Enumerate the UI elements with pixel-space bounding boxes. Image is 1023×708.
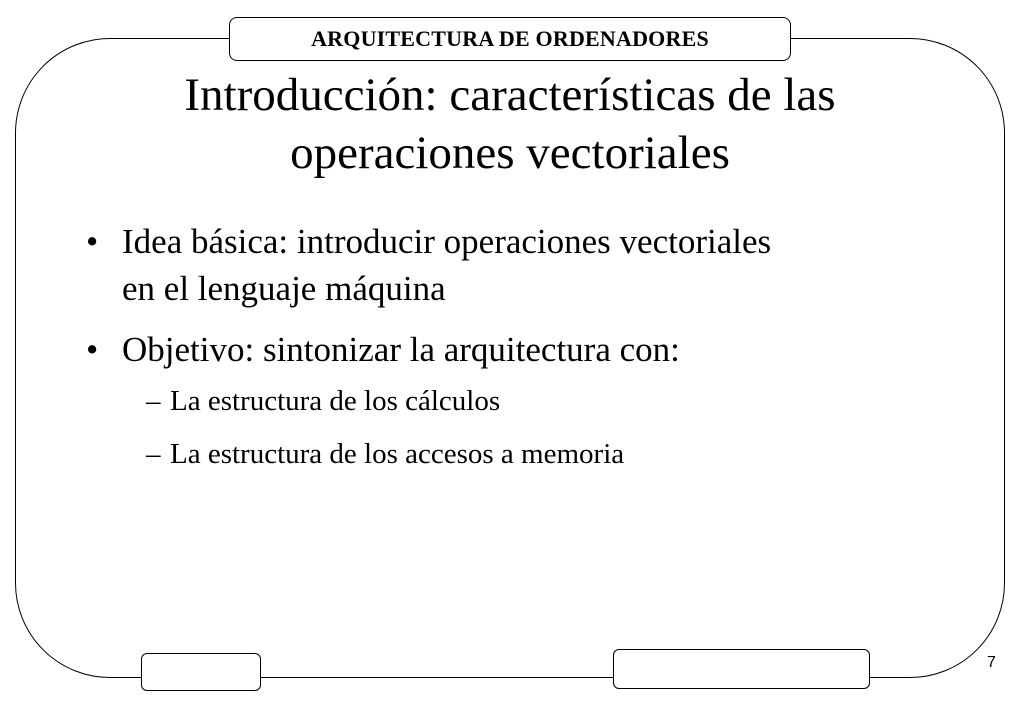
bullet-item — [86, 218, 946, 312]
bullet-marker-icon: • — [86, 222, 99, 261]
course-header — [229, 17, 791, 61]
slide-title — [60, 66, 960, 182]
course-header-label: ARQUITECTURA DE ORDENADORES — [311, 26, 709, 51]
sub-bullet-list — [122, 379, 946, 476]
footer-box-right — [613, 649, 870, 689]
page-number: 7 — [987, 654, 996, 671]
bullet-text-line-2: en el lenguaje máquina — [122, 269, 446, 308]
dash-marker-icon: – — [146, 438, 161, 470]
sub-bullet-item — [130, 379, 946, 423]
sub-bullet-text: La estructura de los cálculos — [170, 385, 501, 417]
sub-bullet-text: La estructura de los accesos a memoria — [170, 438, 625, 470]
bullet-text-line-1: Idea básica: introducir operaciones vectoriales — [122, 222, 772, 261]
bullet-list — [86, 218, 946, 476]
footer-box-left — [141, 653, 261, 691]
dash-marker-icon: – — [146, 385, 161, 417]
slide-title-line-2: operaciones vectoriales — [290, 127, 730, 179]
bullet-item — [86, 326, 946, 476]
bullet-text — [122, 218, 946, 312]
sub-bullet-item — [130, 432, 946, 476]
bullet-text — [122, 326, 946, 373]
bullet-marker-icon: • — [86, 330, 99, 369]
bullet-text-line-1: Objetivo: sintonizar la arquitectura con: — [122, 330, 680, 369]
slide-title-line-1: Introducción: características de las — [184, 69, 836, 121]
